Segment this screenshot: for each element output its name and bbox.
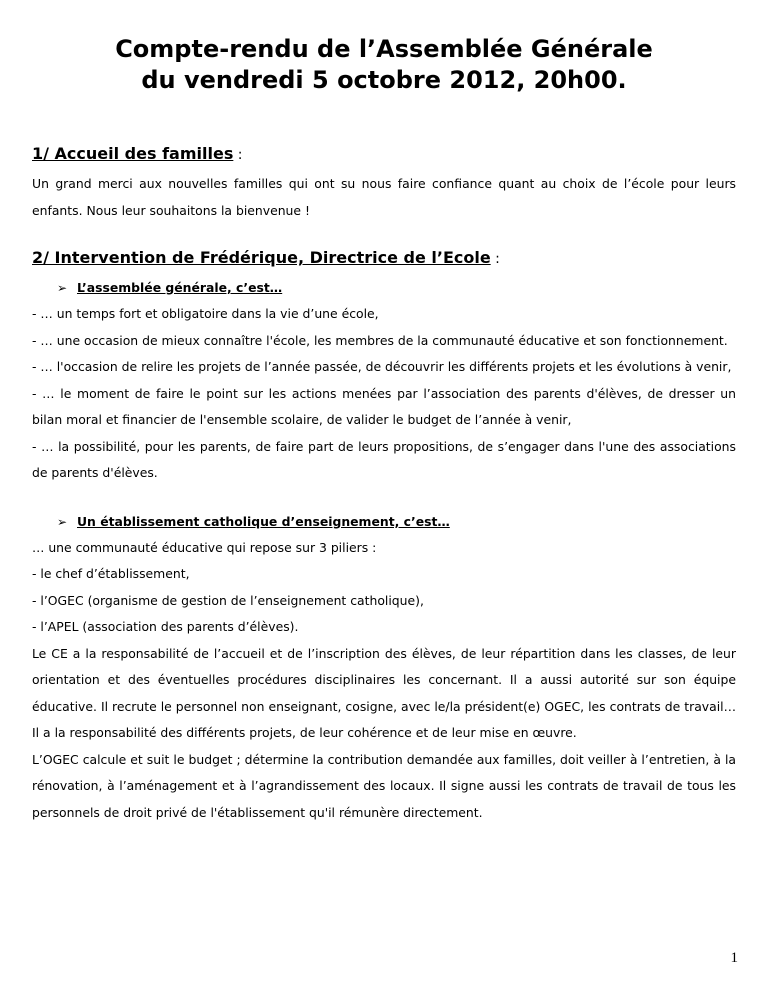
subheading-etablissement	[57, 509, 736, 535]
list-item: - … le moment de faire le point sur les actions menées par l’association des parents d'élèves, de dresser un bilan moral et financier de l'ensemble scolaire, de valider le budget de l’année à venir,	[32, 385, 736, 427]
page-number: 1	[730, 950, 738, 966]
title-line-1: Compte-rendu de l’Assemblée Générale	[115, 35, 653, 63]
list-item: - le chef d’établissement,	[32, 566, 190, 581]
list-item: … une communauté éducative qui repose sur 3 piliers :	[32, 539, 377, 555]
subheading-text: Un établissement catholique d’enseignement, c’est…	[77, 513, 450, 529]
arrow-bullet-icon: ➢	[57, 514, 68, 529]
document-page	[32, 34, 736, 826]
list-item: - l’OGEC (organisme de gestion de l’enseignement catholique),	[32, 592, 424, 608]
document-title	[32, 34, 736, 96]
list-item: - … la possibilité, pour les parents, de faire part de leurs propositions, de s’engager dans l'une des associations de parents d'élèves.	[32, 438, 736, 480]
list-item: - … l'occasion de relire les projets de l’année passée, de découvrir les différents projets et les évolutions à venir,	[32, 359, 732, 374]
list-item: - … un temps fort et obligatoire dans la vie d’une école,	[32, 306, 379, 321]
subheading-text: L’assemblée générale, c’est…	[77, 280, 283, 295]
arrow-bullet-icon: ➢	[57, 281, 68, 295]
title-line-2: du vendredi 5 octobre 2012, 20h00.	[141, 66, 627, 94]
section-2-heading-text: 2/ Intervention de Frédérique, Directrice de l’Ecole	[32, 248, 491, 267]
section-1-heading	[32, 140, 736, 169]
list-item: - … une occasion de mieux connaître l'école, les membres de la communauté éducative et son fonctionnement.	[32, 332, 728, 348]
paragraph-ogec: L’OGEC calcule et suit le budget ; détermine la contribution demandée aux familles, doit veiller à l’entretien, à la rénovation, à l’aménagement et à l’agrandissement des locaux. Il signe aussi les contrats de travail de tous les personnels de droit privé de l'établissement qu'il rémunère directement.	[32, 751, 736, 820]
heading-colon: :	[490, 251, 500, 267]
section-2-heading	[32, 244, 736, 273]
subheading-assemblee	[57, 275, 736, 301]
section-1-heading-text: 1/ Accueil des familles	[32, 144, 234, 163]
list-item: - l’APEL (association des parents d’élèves).	[32, 619, 299, 634]
paragraph-ce: Le CE a la responsabilité de l’accueil et de l’inscription des élèves, de leur répartition dans les classes, de leur orientation et des éventuelles procédures disciplinaires les concernant. Il a aussi autorité sur son équipe éducative. Il recrute le personnel non enseignant, cosigne, avec le/la président(e) OGEC, les contrats de travail… Il a la responsabilité des différents projets, de leur cohérence et de leur mise en œuvre.	[32, 645, 736, 740]
section-1-paragraph: Un grand merci aux nouvelles familles qui ont su nous faire confiance quant au choix de l’école pour leurs enfants. Nous leur souhaitons la bienvenue !	[32, 176, 736, 218]
heading-colon: :	[233, 147, 243, 163]
